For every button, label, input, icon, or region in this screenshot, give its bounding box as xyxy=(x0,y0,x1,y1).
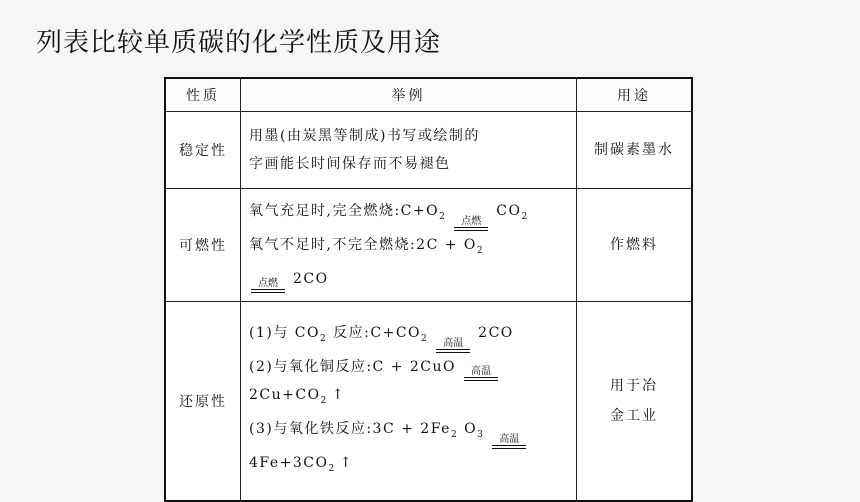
reaction-condition-arrow: 点燃 xyxy=(454,216,488,231)
reaction-condition-arrow: 高温 xyxy=(436,338,470,353)
example-cell xyxy=(241,189,577,302)
equation-incomplete-combustion: 氧气不足时,不完全燃烧:2C + $O_2$ xyxy=(249,237,485,256)
property-cell: 稳定性 xyxy=(165,112,241,189)
use-cell: 作燃料 xyxy=(577,189,693,302)
header-property: 性质 xyxy=(165,78,241,112)
reaction-condition-arrow: 点燃 xyxy=(251,278,285,293)
equation-co2: (1)与 $CO_2$ 反应$:C+CO_2$ 高温 2CO xyxy=(249,319,568,353)
gas-arrow-icon: ↑ xyxy=(339,454,353,471)
equation-fe2o3-product: $4Fe+3CO_2$ ↑ xyxy=(249,449,568,483)
example-cell xyxy=(241,302,577,502)
use-cell: 制碳素墨水 xyxy=(577,112,693,189)
example-cell xyxy=(241,112,577,189)
carbon-properties-table xyxy=(164,77,693,502)
header-example: 举例 xyxy=(241,78,577,112)
property-cell: 可燃性 xyxy=(165,189,241,302)
equation-cuo: (2)与氧化铜反应:C + 2CuO 高温 xyxy=(249,353,568,381)
property-cell: 还原性 xyxy=(165,302,241,502)
header-use: 用途 xyxy=(577,78,693,112)
reaction-condition-arrow: 高温 xyxy=(492,434,526,449)
example-line: 用墨(由炭黑等制成)书写或绘制的 xyxy=(249,128,480,144)
page-title: 列表比较单质碳的化学性质及用途 xyxy=(36,28,442,58)
equation-incomplete-combustion-product: 点燃 2CO xyxy=(249,265,568,293)
table-row-combustibility xyxy=(165,189,692,302)
table-row-reducibility xyxy=(165,302,692,502)
table-header-row xyxy=(165,78,692,112)
equation-complete-combustion: 氧气充足时,完全燃烧$:C+O_2$ 点燃 $CO_2$ xyxy=(249,197,568,231)
gas-arrow-icon: ↑ xyxy=(331,387,346,404)
example-line: 字画能长时间保存而不易褪色 xyxy=(249,156,451,172)
equation-fe2o3: (3)与氧化铁反应:3C + $2Fe_2$ $O_3$ 高温 xyxy=(249,415,568,449)
reaction-condition-arrow: 高温 xyxy=(464,366,498,381)
use-cell: 用于冶 金工业 xyxy=(577,302,693,502)
equation-cuo-product: $2Cu+CO_2$ ↑ xyxy=(249,381,568,415)
table-row-stability xyxy=(165,112,692,189)
